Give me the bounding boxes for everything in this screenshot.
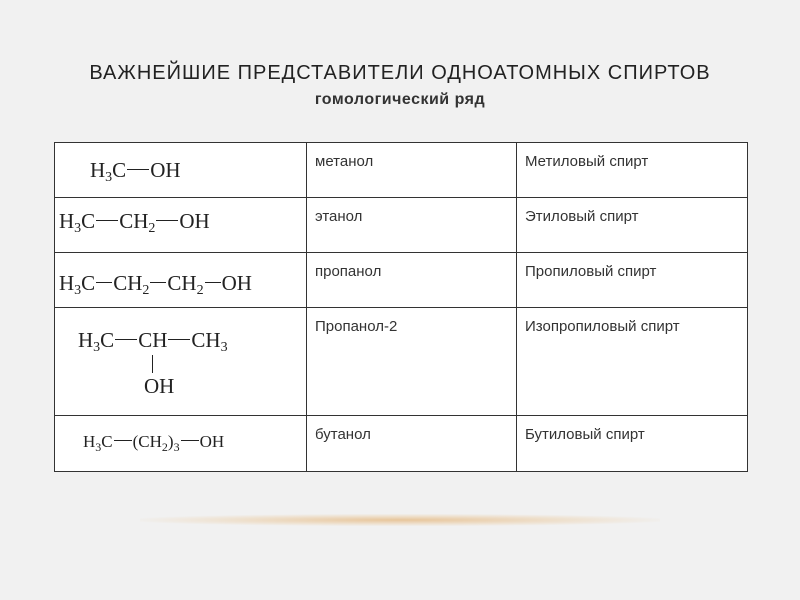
- trivial-name-cell: [517, 416, 748, 472]
- systematic-name: пропанол: [315, 263, 382, 280]
- name-cell: [307, 198, 517, 253]
- hydroxyl-group: OH: [144, 374, 175, 398]
- slide-title: ВАЖНЕЙШИЕ ПРЕДСТАВИТЕЛИ ОДНОАТОМНЫХ СПИРТОВ: [89, 62, 711, 84]
- systematic-name: Пропанол-2: [315, 318, 398, 335]
- bond: [205, 282, 221, 283]
- trivial-name-cell: [517, 253, 748, 308]
- table-row: [55, 308, 748, 416]
- butanol-formula: $H_3C$ $(CH_2)_3$ OH: [83, 432, 225, 454]
- systematic-name: метанол: [315, 153, 374, 170]
- systematic-name: бутанол: [315, 426, 371, 443]
- name-cell: [307, 308, 517, 416]
- bond: [96, 220, 118, 221]
- propanol-formula: $H_3C$ $CH_2$ $CH_2$ OH: [59, 271, 252, 298]
- bond: [168, 339, 190, 340]
- trivial-name-cell: [517, 308, 748, 416]
- bond: [114, 440, 132, 441]
- bond: [150, 282, 166, 283]
- formula-cell: [55, 253, 307, 308]
- name-cell: [307, 253, 517, 308]
- trivial-name: Метиловый спирт: [525, 153, 649, 170]
- table-row: [55, 143, 748, 198]
- trivial-name: Пропиловый спирт: [525, 263, 657, 280]
- systematic-name: этанол: [315, 208, 363, 225]
- formula-cell: [55, 198, 307, 253]
- trivial-name: Этиловый спирт: [525, 208, 639, 225]
- isopropanol-formula: $H_3C$ CH $CH_3$: [78, 328, 228, 355]
- table-row: [55, 198, 748, 253]
- bond: [96, 282, 112, 283]
- methanol-formula: $H_3C$ OH: [90, 158, 181, 185]
- decorative-glow-line: [140, 514, 660, 526]
- name-cell: [307, 143, 517, 198]
- trivial-name-cell: [517, 143, 748, 198]
- formula-cell: [55, 416, 307, 472]
- trivial-name: Бутиловый спирт: [525, 426, 645, 443]
- ethanol-formula: $H_3C$ $CH_2$ OH: [59, 209, 210, 236]
- slide-subtitle: гомологический ряд: [314, 91, 486, 108]
- name-cell: [307, 416, 517, 472]
- trivial-name: Изопропиловый спирт: [525, 318, 680, 335]
- table-row: [55, 253, 748, 308]
- vertical-bond: [152, 355, 153, 373]
- homologous-series-table: [54, 142, 748, 472]
- bond: [127, 169, 149, 170]
- bond: [115, 339, 137, 340]
- formula-cell: [55, 308, 307, 416]
- table-row: [55, 416, 748, 472]
- formula-cell: [55, 143, 307, 198]
- bond: [156, 220, 178, 221]
- trivial-name-cell: [517, 198, 748, 253]
- bond: [181, 440, 199, 441]
